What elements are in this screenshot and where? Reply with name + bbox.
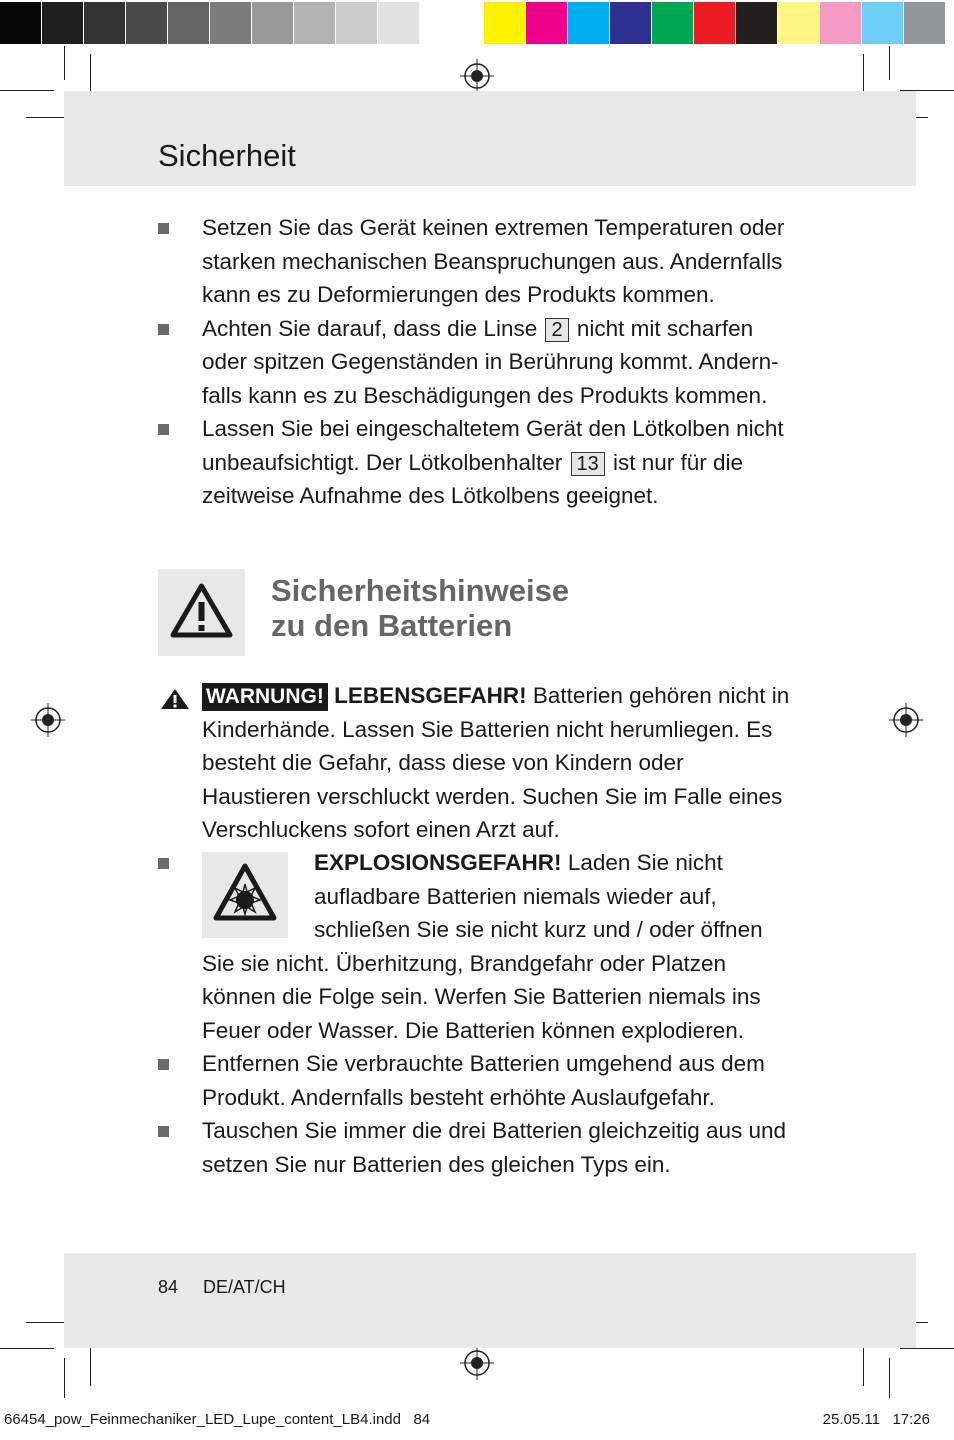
bullet-icon	[158, 223, 169, 234]
list-item	[158, 312, 798, 413]
warning-text: Batterien gehören nicht in Kinderhände. Lassen Sie Batterien nicht herumliegen. Es besteht die Gefahr, dass diese von Kindern oder Haustieren verschluckt werden. Suchen Sie im Falle eines Verschluckens sofort einen Arzt auf.	[202, 683, 790, 842]
list-item	[158, 1047, 798, 1114]
warning-triangle-icon	[158, 569, 245, 656]
grayscale-color-bar	[0, 0, 462, 46]
color-swatch	[610, 2, 652, 44]
color-swatch	[484, 2, 526, 44]
color-swatch	[862, 2, 904, 44]
color-swatch	[336, 2, 378, 44]
list-item	[158, 679, 798, 847]
safety-list	[158, 211, 798, 513]
color-swatch	[252, 2, 294, 44]
explosion-text-continued: Sie sie nicht. Überhitzung, Brandgefahr oder Platzen können die Folge sein. Werfen Sie Batterien niemals ins Feuer oder Wasser. Die Batterien können explodieren.	[202, 950, 761, 1043]
page-title: Sicherheit	[158, 138, 296, 173]
footer-band	[64, 1253, 916, 1348]
color-swatch	[0, 2, 42, 44]
bullet-icon	[158, 858, 169, 869]
color-swatch	[568, 2, 610, 44]
color-swatch	[210, 2, 252, 44]
color-swatch	[778, 2, 820, 44]
registration-mark-icon	[460, 1346, 494, 1380]
registration-mark-icon	[31, 703, 65, 737]
explosion-block	[158, 846, 798, 1181]
color-swatch	[84, 2, 126, 44]
color-swatch	[694, 2, 736, 44]
list-item-text: Entfernen Sie verbrauchte Batterien umgehend aus dem Produkt. Andernfalls besteht erhöhte Auslaufgefahr.	[202, 1051, 765, 1110]
registration-mark-icon	[889, 703, 923, 737]
process-color-bar	[484, 0, 946, 46]
bullet-icon	[158, 324, 169, 335]
crop-mark	[64, 46, 65, 80]
registration-mark-icon	[460, 59, 494, 93]
warning-headline: LEBENSGEFAHR!	[334, 683, 527, 708]
color-swatch	[526, 2, 568, 44]
part-reference: 2	[545, 318, 568, 342]
locale-label: DE/AT/CH	[203, 1277, 286, 1297]
color-swatch	[168, 2, 210, 44]
date-slug: 25.05.11 17:26	[822, 1411, 930, 1428]
section-title	[271, 573, 569, 643]
list-item-text: Lassen Sie bei eingeschaltetem Gerät den Lötkolben nicht unbeaufsichtigt. Der Lötkolbenhalter	[202, 416, 784, 475]
explosion-hazard-icon	[202, 852, 288, 938]
bullet-icon	[158, 1126, 169, 1137]
bullet-icon	[158, 1059, 169, 1070]
page-number: 84	[158, 1277, 179, 1297]
crop-mark	[0, 1348, 54, 1349]
section-heading	[158, 569, 798, 656]
list-item-text: Tauschen Sie immer die drei Batterien gleichzeitig aus und setzen Sie nur Batterien des gleichen Typs ein.	[202, 1118, 787, 1177]
list-item	[158, 846, 798, 1047]
part-reference: 13	[571, 452, 605, 476]
list-item	[158, 1114, 798, 1181]
crop-mark	[889, 46, 890, 80]
warning-label: WARNUNG!	[202, 683, 328, 711]
section-title-line: zu den Batterien	[271, 608, 513, 643]
list-item	[158, 412, 798, 513]
section-title-line: Sicherheitshinweise	[271, 573, 570, 608]
color-swatch	[904, 2, 946, 44]
list-item	[158, 211, 798, 312]
color-swatch	[652, 2, 694, 44]
list-item-text: Setzen Sie das Gerät keinen extremen Temperaturen oder starken mechanischen Beanspruchungen aus. Andernfalls kann es zu Deformierungen des Produkts kommen.	[202, 215, 785, 307]
color-swatch	[378, 2, 420, 44]
color-swatch	[820, 2, 862, 44]
list-item-text: ist nur für die zeitweise Aufnahme des Lötkolbens geeignet.	[202, 449, 744, 508]
crop-mark	[64, 1358, 65, 1398]
explosion-text: Laden Sie nicht aufladbare Batterien niemals wieder auf, schließen Sie sie nicht kurz und / oder öffnen	[314, 850, 763, 942]
color-swatch	[420, 2, 462, 44]
explosion-headline: EXPLOSIONSGEFAHR!	[314, 850, 562, 875]
file-slug: 66454_pow_Feinmechaniker_LED_Lupe_content_LB4.indd 84	[4, 1411, 431, 1428]
warning-block	[158, 679, 798, 847]
crop-mark	[900, 1348, 954, 1349]
color-swatch	[736, 2, 778, 44]
color-swatch	[42, 2, 84, 44]
color-swatch	[126, 2, 168, 44]
list-item-text: nicht mit scharfen oder spitzen Gegenständen in Berührung kommt. Andern-falls kann es zu Beschädigungen des Produkts kommen.	[202, 315, 779, 408]
explosion-intro	[202, 846, 798, 947]
warning-small-icon	[158, 686, 192, 710]
crop-mark	[889, 1358, 890, 1398]
list-item-text: Achten Sie darauf, dass die Linse	[202, 315, 538, 341]
crop-mark	[0, 90, 54, 91]
bullet-icon	[158, 424, 169, 435]
color-swatch	[294, 2, 336, 44]
